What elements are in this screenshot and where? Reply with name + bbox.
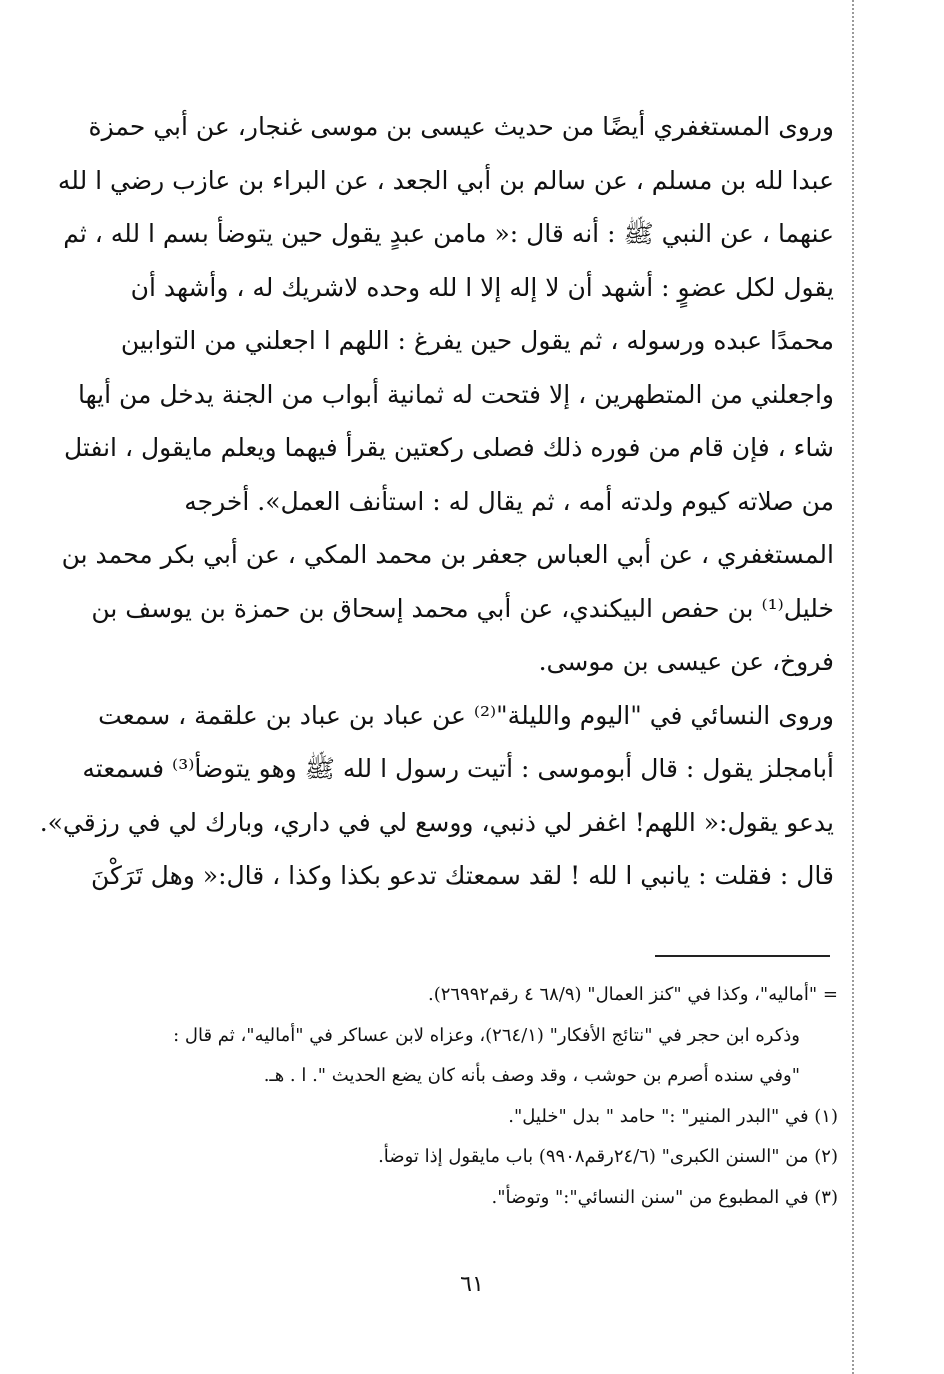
footnote-continuation: = "أماليه"، وكذا في "كنز العمال" (٦٨/٩ ٤ رقم٢٦٩٩٢). [427, 984, 838, 1005]
main-body-text [39, 100, 834, 903]
body-line: المستغفري ، عن أبي العباس جعفر بن محمد المكي ، عن أبي بكر محمد بن [61, 540, 834, 569]
body-line: خليل⁽¹⁾ بن حفص البيكندي، عن أبي محمد إسحاق بن حمزة بن يوسف بن [91, 593, 834, 623]
body-line: واجعلني من المتطهرين ، إلا فتحت له ثمانية أبواب من الجنة يدخل من أيها [77, 379, 834, 409]
footnote-continuation: "وفي سنده أصرم بن حوشب ، وقد وصف بأنه كان يضع الحديث ". ا . هـ. [263, 1065, 800, 1086]
footnote-continuation: وذكره ابن حجر في "نتائج الأفكار" (٢٦٤/١)، وعزاه لابن عساكر في "أماليه"، ثم قال : [173, 1024, 800, 1046]
body-line: عبدا لله بن مسلم ، عن سالم بن أبي الجعد ، عن البراء بن عازب رضي ا لله [57, 165, 834, 195]
footnote-2: (٢) من "السنن الكبرى" (٢٤/٦رقم٩٩٠٨) باب مايقول إذا توضأ. [378, 1146, 838, 1167]
body-line: قال : فقلت : يانبي ا لله ! لقد سمعتك تدعو بكذا وكذا ، قال:« وهل تَرَكْنَ [91, 861, 834, 890]
body-line: أبامجلز يقول : قال أبوموسى : أتيت رسول ا لله ﷺ وهو يتوضأ⁽³⁾ فسمعته [82, 754, 834, 783]
body-line: محمدًا عبده ورسوله ، ثم يقول حين يفرغ : اللهم ا اجعلني من التوابين [120, 326, 834, 355]
body-line: وروى المستغفري أيضًا من حديث عيسى بن موسى غنجار، عن أبي حمزة [88, 112, 834, 141]
footnotes [112, 975, 838, 1218]
page-number: ٦١ [460, 1272, 484, 1297]
body-line: وروى النسائي في "اليوم والليلة"⁽²⁾ عن عباد بن عباد بن علقمة ، سمعت [98, 700, 834, 730]
body-line: يدعو يقول:« اللهم! اغفر لي ذنبي، ووسع لي في داري، وبارك لي في رزقي». [39, 807, 834, 837]
footnote-separator [655, 955, 830, 957]
body-line: فروخ، عن عيسى بن موسى. [538, 647, 834, 676]
body-line: يقول لكل عضوٍ : أشهد أن لا إله إلا ا لله وحده لاشريك له ، وأشهد أن [130, 272, 834, 302]
footnote-1: (١) في "البدر المنير" :" حامد " بدل "خليل". [508, 1105, 838, 1127]
body-line: عنهما ، عن النبي ﷺ : أنه قال :« مامن عبدٍ يقول حين يتوضأ بسم ا لله ، ثم [63, 219, 834, 248]
dotted-margin-edge [852, 0, 854, 1374]
body-line: شاء ، فإن قام من فوره ذلك فصلى ركعتين يقرأ فيهما ويعلم مايقول ، انفتل [63, 433, 834, 462]
footnote-3: (٣) في المطبوع من "سنن النسائي":" وتوضأ". [491, 1186, 838, 1208]
body-line: من صلاته كيوم ولدته أمه ، ثم يقال له : استأنف العمل». أخرجه [184, 486, 834, 516]
